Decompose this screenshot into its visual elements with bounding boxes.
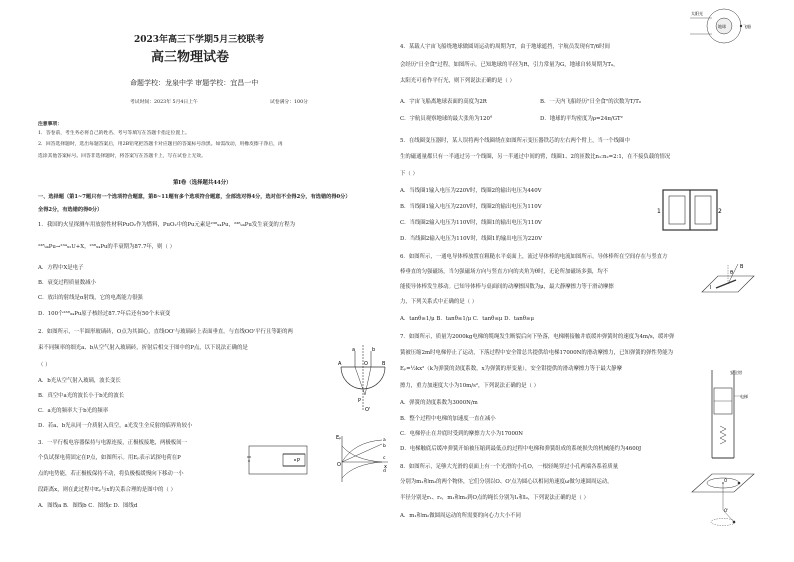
question-line: 1．我国的火星探测车用放射性材料PuO₂作为燃料，PuO₂中的Pu元素是²³⁸₉₄Pu，²³⁸₉₄Pu发生衰变的方程为 [38,222,295,228]
setters: 命题学校：龙泉中学 审题学校：宜昌一中 [130,79,259,87]
total-score: 试卷满分：100分 [270,100,308,105]
fig-label: θ [730,270,734,276]
elevator-figure [700,366,756,462]
question-line: 束不同频率的细光a、b从空气射入玻璃砖，折射后相交于图中的P点，以下说法正确的是 [38,345,248,351]
notes-heading: 注意事项： [38,121,62,127]
fig-label: A [338,361,342,367]
question-line: B．一天内飞船经历"日全食"的次数为T/T₀ [540,99,641,105]
fig-label: O [337,462,341,468]
subject-title: 高三物理试卷 [151,50,230,65]
question-line: 擦力，重力加速度大小为10m/s²，下列说法正确的是（ ） [400,383,540,389]
fig-label: a [352,347,356,353]
semicircle-glass-figure [338,345,388,413]
fig-label: P [297,458,301,464]
question-line: 能使导体棒发生移动。已知导体棒与桌面间的动摩擦因数为μ，最大静摩擦力等于滑动摩擦 [400,284,614,290]
question-line: A．宇宙飞船离地球表面的高度为2R [400,99,487,105]
question-line: 7．如图所示，质量为2000kg电梯的缆绳发生断裂后向下坠落，电梯刚接触井底缓冲弹簧时的速度为4m/s，缓冲弹 [400,334,675,340]
fig-label: a [383,438,386,443]
question-line: 簧被压缩2m时电梯停止了运动，下落过程中安全钳总共提供给电梯17000N的滑动摩擦力，已知弹簧的弹性势能为 [400,350,673,356]
question-line: 力，下列关系式中正确的是（ ） [400,299,478,305]
question-line: B．当线圈1输入电压为220V时，线圈2的输出电压为110V [400,204,542,210]
fig-label: 2 [718,208,722,215]
question-line: C．放出的射线是α射线，它的电离能力很强 [38,295,143,301]
question-line: A．m₁和m₂做圆周运动的所需要的向心力大小不同 [400,513,521,519]
exam-title: 2023年高三下学期5月三校联考 [134,35,265,45]
fig-label: O' [724,508,729,513]
capacitor-circuit-figure [243,440,313,480]
question-line: D．地球的平均密度为ρ=24π/GT² [540,116,623,122]
question-line: A．弹簧的劲度系数为3000N/m [400,400,478,406]
question-line: 5．在线圈变压器时，某人误将两个线圈绕在如图所示变压器铁芯的左右两个臂上，当一个线圈中 [400,138,630,144]
question-line: 太阳光可看作平行光，则下列说法正确的是（ ） [400,78,515,84]
fig-label: O' [365,407,371,413]
fig-label: d [383,469,386,474]
conductor-figure [698,262,758,306]
question-line: C．电梯停止在井底时受到的摩擦力大小为17000N [400,431,524,437]
question-line: 段距离x，则在此过程中Eₚ与x的关系合理的是图中的（ ） [38,487,176,493]
fig-label: O [364,361,368,367]
question-line: C．a光的频率大于b光的频率 [38,408,109,414]
fig-label: 飞船 [743,24,751,29]
question-line: 会经历"日全食"过程，如图所示。已知地球的半径为R，引力常量为G，地球自转周期为T₀， [400,62,619,68]
question-line: 棒垂直的匀强磁场，当匀强磁场方向与竖直方向的夹角为θ时，无论所加磁场多强，均不 [400,269,609,275]
question-line: 4．某载人宇宙飞船绕地球做圆周运动的周期为T，由于地球遮挡，宇航员发现有T/6时间 [400,44,610,50]
fig-label: I [710,285,712,291]
fig-label: B [740,264,744,270]
exam-time: 考试时间：2023年 5月4日上午 [130,100,198,105]
fig-label: 太阳光 [691,11,703,16]
fig-label: c [383,456,386,461]
question-line: 个负试探电荷固定在P点，如图所示。用Eₚ表示试探电荷在P [38,455,181,461]
fig-label: P [358,398,362,404]
question-line: D．当线圈2输入电压为110V时，线圈1的输出电压为220V [400,236,542,242]
question-line: 半径分别是r₁、r₂，m₁和m₂到O点的绳长分别为l₁和l₂，下列说法正确的是（ ） [400,495,589,501]
question-line: B．衰变过程质量数减小 [38,280,96,286]
question-line: C．宇航员观察地球的最大张角为120° [400,116,493,122]
question-line: A．tanθ≥1/μ B．tanθ≤1/μ C．tanθ≤μ D．tanθ≥μ [400,316,534,322]
fig-label: B [382,361,386,367]
question-line: （ ） [38,362,51,368]
section-instruction: 一、选择题（第1~7题只有一个选项符合题意，第8~11题有多个选项符合题意，全部选对得4分，选对但不全得2分，有选错的得0分） [38,194,351,200]
question-line: 3．一平行板电容器保持与电源连接，正极板接地，两极板间一 [38,440,187,446]
question-line: C．当线圈2输入电压为110V时，线圈1的输出电压为110V [400,220,542,226]
question-line: 生的磁通量都只有一半通过另一个线圈，另一半通过中间的臂，线圈1、2的匝数比n₁:n₂=2:1，在不接负载的情况 [400,154,671,160]
section-title: 第I卷（选择题共44分） [173,180,232,186]
notes-line: 1．答卷前，考生务必将自己的姓名、考号等填写在答题卡指定位置上。 [38,131,190,136]
potential-energy-graph [334,432,390,488]
orbit-figure [690,6,756,46]
question-line: D．100个²³⁸₉₄Pu原子核经过87.7年后还有50个未衰变 [38,311,171,317]
fig-label: x [384,464,387,470]
fig-label: 1 [657,208,661,215]
fig-label: b [383,444,386,449]
hole-table-figure [690,470,756,530]
question-line: 2．如图所示，一半圆形玻璃砖，O点为其圆心，直线OO'与玻璃砖上表面垂直。与直线OO'平行且等距的两 [38,329,293,335]
question-line: D．若a、b光从同一介质射入真空，a光发生全反射的临界角较小 [38,423,193,429]
question-line: A．b光从空气射入玻璃，波长变长 [38,378,121,384]
transformer-figure [655,186,725,234]
question-line: 8．如图所示，足够大光滑的桌面上有一个光滑的小孔O，一根轻绳穿过小孔两端各系着质量 [400,464,619,470]
fig-label: b [372,347,376,353]
fig-label: 安全钳 [730,370,742,375]
question-line: A．当线圈1输入电压为220V时，线圈2的输出电压为440V [400,188,542,194]
question-line: 6．如图所示，一通电导体棒放置在粗糙水平桌面上，流过导体棒的电流如图所示，导体棒所在空间存在与竖直方 [400,254,668,260]
question-line: D．电梯触底后缓冲弹簧开始被压缩到最低点的过程中电梯和弹簧组成的系统损失的机械能约为4600J [400,446,642,452]
fig-label: 电梯 [740,394,748,399]
question-line: 分别为m₁和m₂的两个物体，它们分别以O、O'点为圆心以相同角速度ω做匀速圆周运动， [400,479,613,485]
question-line: B．整个过程中电梯的加速度一直在减小 [400,416,496,422]
question-line: ²³⁸₉₄Pu→²³⁴₉₂U+X，²³⁸₉₄Pu的半衰期为87.7年，则（ ） [38,244,176,250]
question-line: B．真空中a光的波长小于b光的波长 [38,393,125,399]
fig-label: 地球 [718,24,726,29]
notes-line: 选涂其他答案标号。回答非选择题时，将答案写在答题卡上，写在试卷上无效。 [38,154,206,159]
fig-label: O [724,478,728,483]
question-line: A．图线a B．图线b C．图线c D．图线d [38,503,138,509]
fig-label: Eₚ [336,435,342,441]
notes-line: 2．回答选择题时，选出每题答案后，用2B铅笔把答题卡对应题目的答案标号涂黑。如需改动，用橡皮擦干净后，再 [38,142,283,147]
question-line: A．方程中X是电子 [38,265,84,271]
question-line: 点的电势能，若正极板保持不动，将负极板缓慢向下移动一小 [38,471,184,477]
question-line: 下（ ） [400,171,418,177]
question-line: Eₚ=½kx²（k为弹簧的劲度系数，x为弹簧的形变量），安全钳提供的滑动摩擦力等于最大静摩 [400,366,622,372]
section-instruction: 全得2分，有选错的得0分） [38,207,103,213]
